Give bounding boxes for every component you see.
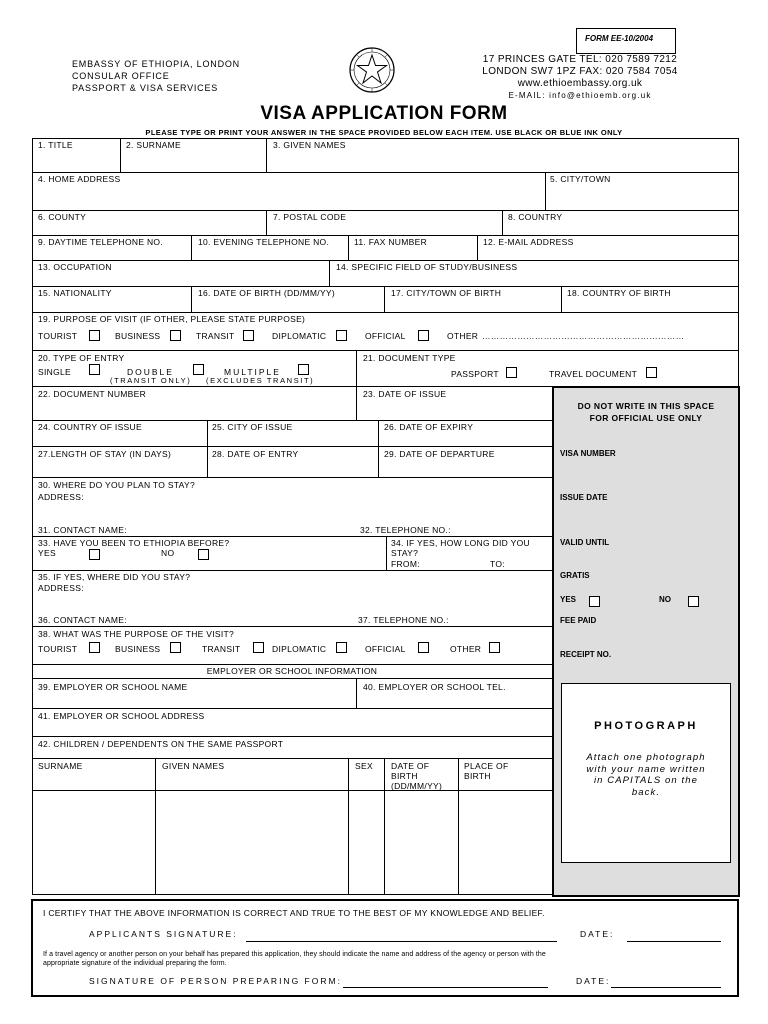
field-label-employer-address: 41. EMPLOYER OR SCHOOL ADDRESS [38, 711, 205, 721]
field-label-home-address: 4. HOME ADDRESS [38, 174, 121, 184]
certification-box [31, 899, 739, 997]
field-label-children: 42. CHILDREN / DEPENDENTS ON THE SAME PASSPORT [38, 739, 284, 749]
purpose-diplomatic-checkbox[interactable] [336, 330, 347, 341]
official-receipt-no: RECEIPT NO. [560, 650, 612, 659]
field-label-city-town: 5. CITY/TOWN [550, 174, 611, 184]
applicant-date-line[interactable] [627, 941, 721, 942]
official-fee-paid: FEE PAID [560, 616, 597, 625]
certify-statement: I CERTIFY THAT THE ABOVE INFORMATION IS CORRECT AND TRUE TO THE BEST OF MY KNOWLEDGE AND BELIEF. [43, 908, 545, 918]
field-label-purpose-of-visit: 19. PURPOSE OF VISIT (IF OTHER, PLEASE STATE PURPOSE) [38, 314, 306, 324]
embassy-line1: EMBASSY OF ETHIOPIA, LONDON [72, 59, 240, 69]
official-header-line1: DO NOT WRITE IN THIS SPACE [577, 401, 715, 411]
field-label-country-of-birth: 18. COUNTRY OF BIRTH [567, 288, 671, 298]
been-yes-checkbox[interactable] [89, 549, 100, 560]
applicant-date-label: DATE: [580, 929, 615, 939]
photo-line2: with your name written [586, 763, 706, 775]
agency-note-line2: appropriate signature of the individual preparing the form. [43, 960, 227, 967]
field-label-country-of-issue: 24. COUNTRY OF ISSUE [38, 422, 142, 432]
field-label-stayed-address: ADDRESS: [38, 583, 84, 593]
entry-transit-only-note: (TRANSIT ONLY) [110, 376, 192, 385]
field-label-stay-address: ADDRESS: [38, 492, 84, 502]
field-label-document-type: 21. DOCUMENT TYPE [363, 353, 456, 363]
official-gratis-yes-label: YES [560, 595, 577, 604]
been-yes-label: YES [38, 548, 56, 558]
embassy-line2: CONSULAR OFFICE [72, 71, 170, 81]
children-col-surname: SURNAME [38, 761, 83, 771]
option-official-label: OFFICIAL [365, 331, 406, 341]
embassy-seal-logo [348, 46, 396, 94]
prev-transit-label: TRANSIT [202, 644, 241, 654]
preparer-date-label: DATE: [576, 976, 611, 986]
field-label-city-of-birth: 17. CITY/TOWN OF BIRTH [391, 288, 502, 298]
embassy-line3: PASSPORT & VISA SERVICES [72, 83, 219, 93]
field-label-title: 1. TITLE [38, 140, 73, 150]
field-label-evening-tel: 10. EVENING TELEPHONE NO. [198, 237, 330, 247]
prev-other-checkbox[interactable] [489, 642, 500, 653]
preparer-signature-label: SIGNATURE OF PERSON PREPARING FORM: [89, 976, 342, 986]
form-number-box [576, 28, 676, 54]
prev-official-label: OFFICIAL [365, 644, 406, 654]
field-label-where-stayed: 35. IF YES, WHERE DID YOU STAY? [38, 572, 191, 582]
field-label-daytime-tel: 9. DAYTIME TELEPHONE NO. [38, 237, 163, 247]
prev-business-checkbox[interactable] [170, 642, 181, 653]
field-label-date-of-entry: 28. DATE OF ENTRY [212, 449, 299, 459]
field-label-country: 8. COUNTRY [508, 212, 563, 222]
applicant-signature-label: APPLICANTS SIGNATURE: [89, 929, 238, 939]
prev-diplomatic-label: DIPLOMATIC [272, 644, 327, 654]
prev-official-checkbox[interactable] [418, 642, 429, 653]
field-label-date-of-issue: 23. DATE OF ISSUE [363, 389, 447, 399]
field-label-stay-q: STAY? [391, 548, 419, 558]
photo-line4: back. [631, 786, 661, 798]
photograph-box[interactable] [561, 683, 731, 863]
embassy-address [72, 58, 240, 94]
entry-excludes-transit-note: (EXCLUDES TRANSIT) [206, 376, 315, 385]
contact-email: E-MAIL: info@ethioemb.org.uk [508, 91, 652, 100]
official-use-panel [552, 386, 740, 897]
official-issue-date: ISSUE DATE [560, 493, 608, 502]
form-number: FORM EE-10/2004 [585, 34, 654, 43]
official-gratis: GRATIS [560, 571, 590, 580]
been-no-checkbox[interactable] [198, 549, 209, 560]
children-col-dob [391, 761, 442, 791]
entry-single-checkbox[interactable] [89, 364, 100, 375]
field-label-field-of-study: 14. SPECIFIC FIELD OF STUDY/BUSINESS [336, 262, 518, 272]
preparer-date-line[interactable] [611, 987, 721, 988]
prev-diplomatic-checkbox[interactable] [336, 642, 347, 653]
prev-business-label: BUSINESS [115, 644, 161, 654]
field-label-been-to-ethiopia: 33. HAVE YOU BEEN TO ETHIOPIA BEFORE? [38, 538, 230, 548]
doc-travel-document-checkbox[interactable] [646, 367, 657, 378]
page-title: VISA APPLICATION FORM [260, 103, 508, 124]
field-label-previous-purpose: 38. WHAT WAS THE PURPOSE OF THE VISIT? [38, 629, 235, 639]
children-col-sex: SEX [355, 761, 373, 771]
agency-note [43, 950, 546, 968]
field-label-employer-tel: 40. EMPLOYER OR SCHOOL TEL. [363, 682, 506, 692]
prev-transit-checkbox[interactable] [253, 642, 264, 653]
entry-double-checkbox[interactable] [193, 364, 204, 375]
contact-website: www.ethioembassy.org.uk [517, 78, 643, 89]
field-label-city-of-issue: 25. CITY OF ISSUE [212, 422, 293, 432]
field-label-nationality: 15. NATIONALITY [38, 288, 112, 298]
doc-travel-document-label: TRAVEL DOCUMENT [549, 369, 638, 379]
field-label-county: 6. COUNTY [38, 212, 87, 222]
purpose-tourist-checkbox[interactable] [89, 330, 100, 341]
photo-line3: in CAPITALS on the [593, 775, 699, 786]
field-label-type-of-entry: 20. TYPE OF ENTRY [38, 353, 125, 363]
photo-line1: Attach one photograph [586, 752, 706, 763]
agency-note-line1: If a travel agency or another person on your behalf has prepared this application, they should indicate the name and address of the agency or person with the [43, 951, 546, 958]
embassy-contact [470, 54, 690, 102]
field-label-to: TO: [490, 559, 505, 569]
field-label-prev-telephone: 37. TELEPHONE NO.: [358, 615, 449, 625]
purpose-transit-checkbox[interactable] [243, 330, 254, 341]
been-no-label: NO [161, 548, 175, 558]
contact-line2: LONDON SW7 1PZ FAX: 020 7584 7054 [482, 66, 678, 77]
dob-line1: DATE OF [391, 761, 430, 771]
dob-line2: BIRTH [391, 771, 418, 781]
photograph-instructions [562, 752, 730, 798]
field-label-date-of-expiry: 26. DATE OF EXPIRY [384, 422, 474, 432]
field-label-contact-name: 31. CONTACT NAME: [38, 525, 127, 535]
children-col-pob [464, 761, 508, 781]
doc-passport-label: PASSPORT [451, 369, 499, 379]
official-visa-number: VISA NUMBER [560, 449, 616, 458]
purpose-official-checkbox[interactable] [418, 330, 429, 341]
field-label-date-of-birth: 16. DATE OF BIRTH (DD/MM/YY) [198, 288, 336, 298]
field-label-given-names: 3. GIVEN NAMES [273, 140, 346, 150]
official-gratis-yes-checkbox[interactable] [589, 596, 600, 607]
pob-line2: BIRTH [464, 771, 491, 781]
purpose-business-checkbox[interactable] [170, 330, 181, 341]
official-gratis-no-label: NO [659, 595, 671, 604]
applicant-signature-line[interactable] [246, 941, 557, 942]
field-label-document-number: 22. DOCUMENT NUMBER [38, 389, 147, 399]
field-label-fax: 11. FAX NUMBER [354, 237, 428, 247]
option-diplomatic-label: DIPLOMATIC [272, 331, 327, 341]
field-label-length-of-stay: 27.LENGTH OF STAY (IN DAYS) [38, 449, 172, 459]
field-label-date-of-departure: 29. DATE OF DEPARTURE [384, 449, 495, 459]
purpose-other-input[interactable]: …………………………………………………………… [482, 331, 685, 341]
preparer-signature-line[interactable] [343, 987, 548, 988]
photograph-title: PHOTOGRAPH [594, 720, 698, 732]
field-label-postal-code: 7. POSTAL CODE [273, 212, 347, 222]
official-header [554, 400, 738, 424]
option-tourist-label: TOURIST [38, 331, 78, 341]
official-valid-until: VALID UNTIL [560, 538, 610, 547]
children-col-given-names: GIVEN NAMES [162, 761, 225, 771]
instructions: PLEASE TYPE OR PRINT YOUR ANSWER IN THE SPACE PROVIDED BELOW EACH ITEM. USE BLACK OR BLUE INK ONLY [145, 128, 623, 137]
entry-multiple-checkbox[interactable] [298, 364, 309, 375]
field-label-employer-name: 39. EMPLOYER OR SCHOOL NAME [38, 682, 188, 692]
pob-line1: PLACE OF [464, 761, 509, 771]
dob-line3: (DD/MM/YY) [391, 781, 443, 791]
field-label-telephone: 32. TELEPHONE NO.: [360, 525, 451, 535]
prev-tourist-label: TOURIST [38, 644, 78, 654]
field-label-how-long: 34. IF YES, HOW LONG DID YOU [391, 538, 530, 548]
official-gratis-no-checkbox[interactable] [688, 596, 699, 607]
field-label-surname: 2. SURNAME [126, 140, 181, 150]
option-transit-label: TRANSIT [196, 331, 235, 341]
entry-multiple-label: MULTIPLE [224, 367, 281, 377]
official-header-line2: FOR OFFICIAL USE ONLY [589, 413, 703, 423]
contact-line1: 17 PRINCES GATE TEL: 020 7589 7212 [482, 54, 678, 65]
field-label-prev-contact-name: 36. CONTACT NAME: [38, 615, 127, 625]
field-label-from: FROM: [391, 559, 420, 569]
option-business-label: BUSINESS [115, 331, 161, 341]
field-label-email: 12. E-MAIL ADDRESS [483, 237, 574, 247]
prev-tourist-checkbox[interactable] [89, 642, 100, 653]
prev-other-label: OTHER [450, 644, 482, 654]
entry-double-label: DOUBLE [127, 367, 174, 377]
field-label-occupation: 13. OCCUPATION [38, 262, 112, 272]
option-other-label: OTHER [447, 331, 479, 341]
employer-section-header: EMPLOYER OR SCHOOL INFORMATION [206, 666, 378, 676]
field-label-where-to-stay: 30. WHERE DO YOU PLAN TO STAY? [38, 480, 196, 490]
doc-passport-checkbox[interactable] [506, 367, 517, 378]
entry-single-label: SINGLE [38, 367, 71, 377]
